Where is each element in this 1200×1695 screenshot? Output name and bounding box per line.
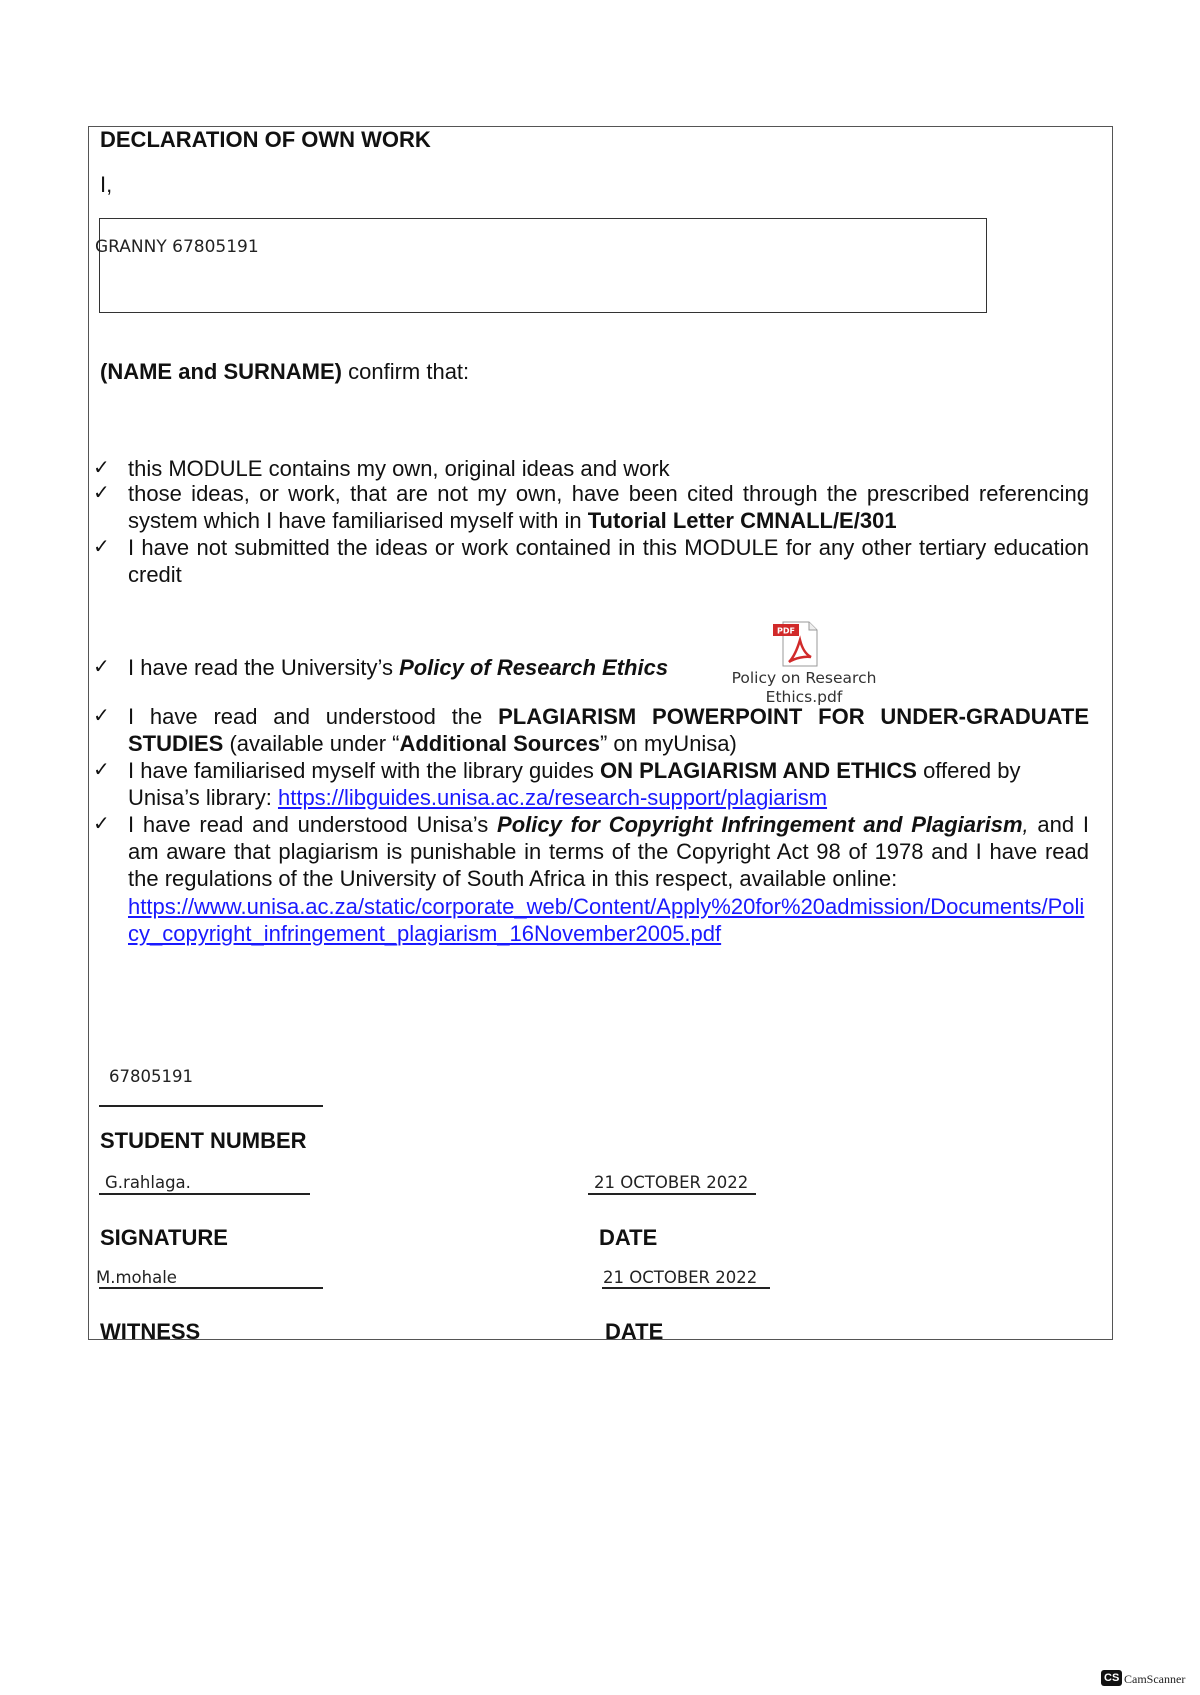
witness-line [99,1287,323,1289]
checkmark-icon: ✓ [93,536,110,558]
date1-line [588,1193,756,1195]
item-bold: Tutorial Letter CMNALL/E/301 [587,508,897,533]
checkmark-icon: ✓ [93,482,110,504]
item-text: I have read and understood Unisa’s [128,812,498,837]
item-text: this MODULE contains my own, original ideas and work [128,456,670,481]
checkmark-icon: ✓ [93,759,110,781]
item-bold: PLAGIARISM POWERPOINT FOR UNDER-GRADUATE STUDIES [128,704,1089,756]
item-bold-italic: Policy for Copyright Infringement and Plagiarism [497,812,1023,837]
confirm-line [100,359,469,385]
item-text: I have read the University’s [128,655,400,680]
plagiarism-guide-link[interactable]: https://libguides.unisa.ac.za/research-support/plagiarism [277,785,828,810]
pdf-attachment-caption[interactable]: Policy on Research Ethics.pdf [731,669,877,706]
item-text-mid: and I am aware that plagiarism is punishable in terms of the Copyright Act 98 of 1978 and I have read the regulations of the University of South Africa in this respect, available online: [128,812,1090,891]
signature-value: G.rahlaga. [105,1173,191,1192]
date1-label: DATE [599,1225,658,1250]
list-item [89,654,1089,681]
date2-line [602,1287,770,1289]
item-text: I have familiarised myself with the library guides [128,758,600,783]
list-item [89,455,1089,482]
checkmark-icon: ✓ [93,656,110,678]
witness-label: WITNESS [100,1319,201,1340]
item-text: I have read and understood the [128,704,499,729]
declaration-form [88,126,1113,1340]
pdf-attachment-icon[interactable] [769,620,821,668]
pdf-badge-text: PDF [777,626,795,636]
student-number-value: 67805191 [109,1067,193,1086]
item-text-mid: offered by Unisa’s library: [128,758,1021,810]
list-item [89,480,1089,534]
form-title: DECLARATION OF OWN WORK [100,127,431,152]
signature-label: SIGNATURE [100,1225,228,1250]
list-item [89,811,1089,947]
name-field-value: GRANNY 67805191 [95,237,259,257]
checkmark-icon: ✓ [93,705,110,727]
student-number-label: STUDENT NUMBER [100,1128,307,1153]
checkmark-icon: ✓ [93,813,110,835]
checkmark-icon: ✓ [93,457,110,479]
item-text: those ideas, or work, that are not my own, have been cited through the prescribed referencing system which I have familiarised myself with in [128,481,1089,533]
name-field-box [99,218,987,313]
item-bold-italic: Policy of Research Ethics [399,655,669,680]
item-comma: , [1022,812,1029,837]
item-text: I have not submitted the ideas or work contained in this MODULE for any other tertiary education credit [128,535,1089,587]
list-item [89,703,1089,757]
confirm-bold: (NAME and SURNAME) [100,359,342,384]
date2-label: DATE [605,1319,664,1340]
item-text-post: ” on myUnisa) [599,731,737,756]
list-item [89,534,1089,588]
student-number-line [99,1105,323,1107]
list-item [89,757,1089,811]
declaration-list [89,455,1089,947]
signature-line [99,1193,310,1195]
item-bold: ON PLAGIARISM AND ETHICS [599,758,917,783]
date1-value: 21 OCTOBER 2022 [594,1173,749,1192]
witness-value: M.mohale [96,1268,177,1287]
confirm-text: confirm that: [342,359,470,384]
camscanner-logo-icon: CS [1101,1670,1122,1686]
date2-value: 21 OCTOBER 2022 [603,1268,758,1287]
copyright-policy-link[interactable]: https://www.unisa.ac.za/static/corporate_web/Content/Apply%20for%20admission/Documents/Policy_copyright_infringement_plagiarism_16November2005.pdf [128,894,1085,946]
item-bold-2: Additional Sources [399,731,600,756]
item-text-mid: (available under “ [223,731,400,756]
i-label: I, [100,172,113,197]
camscanner-watermark: CamScanner [1124,1672,1186,1686]
